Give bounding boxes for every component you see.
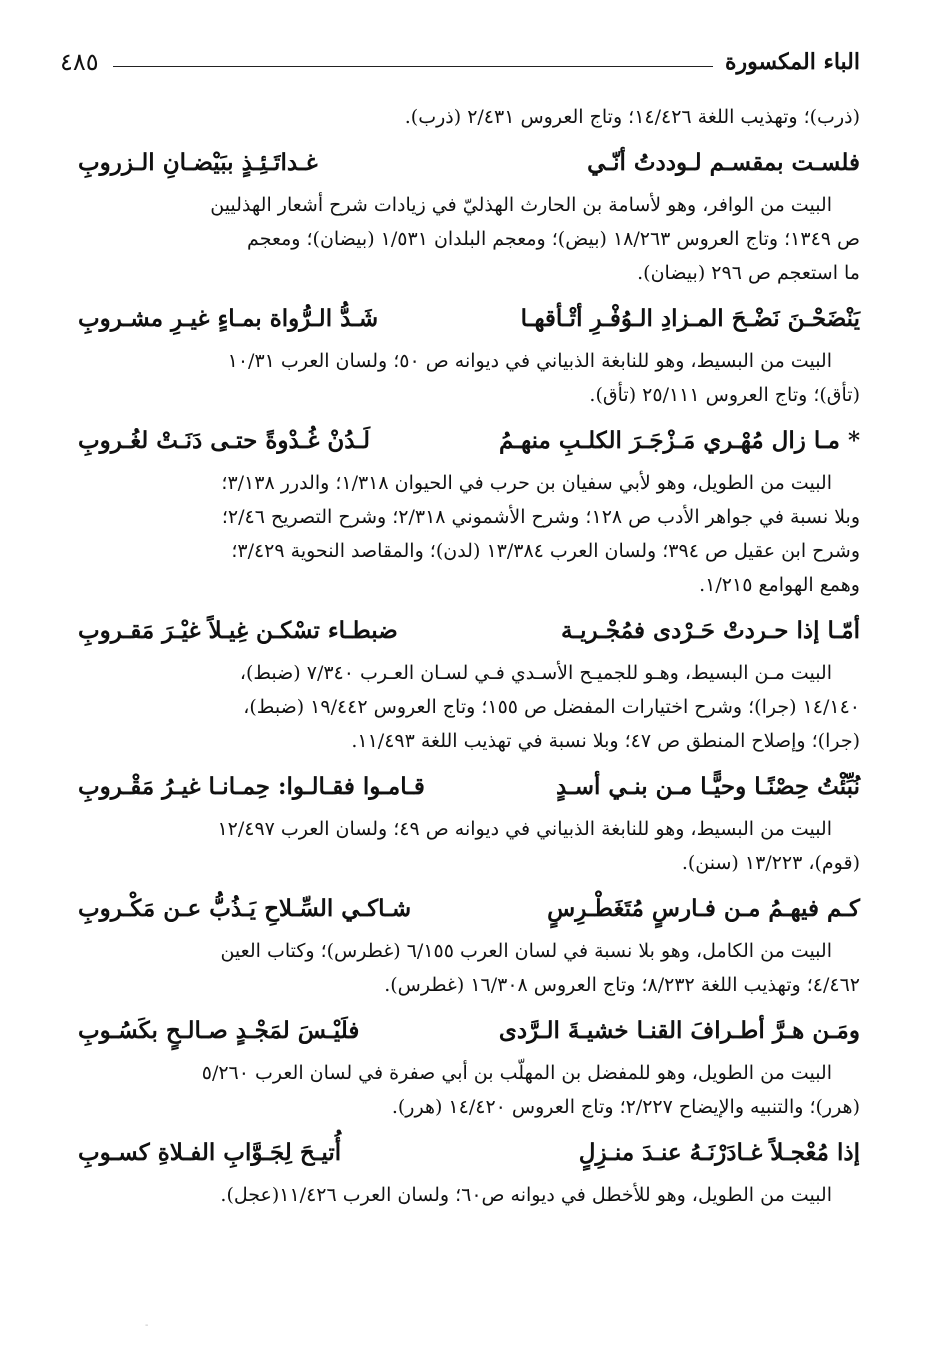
verse-second-hemistich: أُتيـحَ لِجَـوَّابِ الفـلاةِ كسـوبِ: [78, 1138, 342, 1166]
verse-second-hemistich: غـداتَـئِـذٍ ببَيْضـانِ الـزروبِ: [78, 148, 318, 176]
verse-second-hemistich: لَـدُنْ غُـدْوةً حتـى دَنَـتْ لغُـروبِ: [78, 426, 371, 454]
citation-line: وبلا نسبة في جواهر الأدب ص ١٢٨؛ وشرح الأشموني ٢/٣١٨؛ وشرح التصريح ٢/٤٦؛: [221, 506, 860, 528]
verse-first-text: مـا زال مُهْـري مَـزْجَـرَ الكلـبِ منهـمُ: [498, 426, 840, 454]
verse-second-hemistich: شـاكـي السِّـلاحِ يَـذُبُّ عـن مَكْـروبِ: [78, 894, 412, 922]
citation-line: البيت من البسيط، وهو للنابغة الذبياني في ديوانه ص ٥٠؛ ولسان العرب ١٠/٣١: [227, 350, 832, 372]
verse-line: [78, 414, 860, 466]
citation-line: (جرا)؛ وإصلاح المنطق ص ٤٧؛ وبلا نسبة في تهذيب اللغة ١١/٤٩٣.: [351, 730, 860, 752]
verse-entries: [78, 136, 860, 1212]
verse-line: [78, 136, 860, 188]
verse-second-hemistich: فلَيْـسَ لمَجْـدٍ صـالـحٍ بكَسُـوبِ: [78, 1016, 360, 1044]
verse-line: [78, 1126, 860, 1178]
verse-first-hemistich: [556, 773, 860, 800]
citation-line: البيت من الطويل، وهو للأخطل في ديوانه ص٦٠؛ ولسان العرب ١١/٤٢٦(عجل).: [220, 1184, 832, 1206]
verse-first-text: كـم فيهـمُ مـن فـارسٍ مُتَغَطْـرِسٍ: [547, 894, 860, 922]
star-marker: *: [847, 426, 860, 454]
citation-line: وهمع الهوامع ١/٢١٥.: [699, 574, 860, 596]
verse-first-hemistich: [547, 895, 860, 922]
page-body: [78, 100, 860, 1212]
citation-line: ٤/٤٦٢؛ وتهذيب اللغة ٨/٢٣٢؛ وتاج العروس ١٦/٣٠٨ (غطرس).: [384, 974, 860, 996]
citation-line: وشرح ابن عقيل ص ٣٩٤؛ ولسان العرب ١٣/٣٨٤ (لدن)؛ والمقاصد النحوية ٣/٤٢٩؛: [231, 540, 860, 562]
verse-first-text: فلسـت بمقسـم لـوددتُ أنّـي: [587, 148, 860, 176]
verse-second-hemistich: شَـدُّ الـرُّواة بمـاءٍ غيـرِ مشـروبِ: [78, 304, 379, 332]
verse-first-text: إذا مُعْجـلاً غـادَرْنَـهُ عنـدَ منـزِلٍ: [578, 1138, 860, 1166]
verse-line: [78, 760, 860, 812]
running-title: الباء المكسورة: [725, 49, 860, 75]
verse-line: [78, 1004, 860, 1056]
verse-first-text: نُبِّئْتُ حِصْنًـا وحيًّـا مـن بنـي أسـدٍ: [555, 772, 860, 800]
citation-line: ما استعجم ص ٢٩٦ (بيضان).: [637, 262, 860, 284]
verse-line: [78, 882, 860, 934]
verse-second-hemistich: ضبطـاء تسْكـن غِيـلاً غيْـرَ مَقـروبِ: [78, 616, 398, 644]
verse-first-hemistich: [499, 1017, 860, 1044]
verse-first-hemistich: [561, 617, 860, 644]
citation-line: (هرر)؛ والتنبيه والإيضاح ٢/٢٢٧؛ وتاج العروس ١٤/٤٢٠ (هرر).: [391, 1096, 860, 1118]
header-rule: [113, 66, 713, 67]
citation-line: ١٤/١٤٠ (جرا)؛ وشرح اختيارات المفضل ص ١٥٥؛ وتاج العروس ١٩/٤٤٢ (ضبط)،: [243, 696, 860, 718]
verse-first-hemistich: [499, 427, 860, 454]
verse-first-text: يَنْضَحْـنَ نَضْـحَ المـزادِ الـوُفْـرِ أتْـأقهـا: [520, 304, 860, 332]
verse-line: [78, 292, 860, 344]
citation-line: البيت من الوافر، وهو لأسامة بن الحارث الهذليّ في زيادات شرح أشعار الهذليين: [210, 194, 832, 216]
citation-line: البيت من الطويل، وهو لأبي سفيان بن حرب في الحيوان ١/٣١٨؛ والدرر ٣/١٣٨؛: [221, 472, 832, 494]
page-number: ٤٨٥: [60, 48, 99, 76]
citation-line: البيت من الكامل، وهو بلا نسبة في لسان العرب ٦/١٥٥ (غطرس)؛ وكتاب العين: [220, 940, 832, 962]
citation-line: ص ١٣٤٩؛ وتاج العروس ١٨/٢٦٣ (بيض)؛ ومعجم البلدان ١/٥٣١ (بيضان)؛ ومعجم: [247, 228, 860, 250]
verse-first-hemistich: [579, 1139, 860, 1166]
page-header: [60, 42, 860, 82]
verse-first-text: ومَـن هـرَّ أطـرافَ القنـا خشيـةَ الـرَّدى: [498, 1016, 860, 1044]
verse-first-text: أمّـا إذا حـردتْ حَـرْدى فمُجْـريـة: [561, 616, 860, 644]
citation-line: (قوم)، ١٣/٢٢٣ (سنن).: [681, 852, 860, 874]
citation-line: البيت من الطويل، وهو للمفضل بن المهلّب بن أبي صفرة في لسان العرب ٥/٢٦٠: [201, 1062, 832, 1084]
verse-second-hemistich: قـامـوا فقـالـوا: حِمـانـا غيـرُ مَقْـروبِ: [78, 772, 425, 800]
verse-line: [78, 604, 860, 656]
continuation-paragraph: (ذرب)؛ وتهذيب اللغة ١٤/٤٢٦؛ وتاج العروس ٢/٤٣١ (ذرب).: [404, 106, 860, 128]
page-speck: -: [145, 1320, 149, 1331]
citation-line: (تأق)؛ وتاج العروس ٢٥/١١١ (تأق).: [589, 384, 860, 406]
citation-line: البيت مـن البسيط، وهـو للجميـح الأسـدي فـي لسـان العـرب ٧/٣٤٠ (ضبط)،: [239, 662, 832, 684]
verse-first-hemistich: [587, 149, 860, 176]
verse-first-hemistich: [521, 305, 860, 332]
citation-line: البيت من البسيط، وهو للنابغة الذبياني في ديوانه ص ٤٩؛ ولسان العرب ١٢/٤٩٧: [217, 818, 832, 840]
